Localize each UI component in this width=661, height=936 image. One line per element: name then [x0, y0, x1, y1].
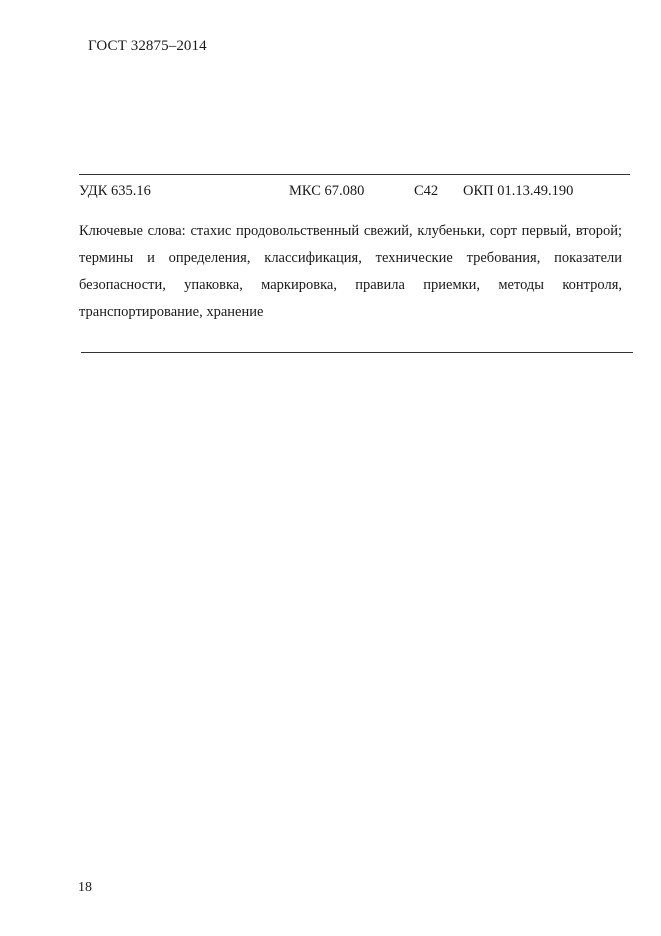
- classification-codes-row: [0, 183, 661, 203]
- top-divider: [79, 174, 630, 175]
- document-header: ГОСТ 32875–2014: [88, 38, 207, 54]
- c-code: С42: [414, 183, 439, 199]
- page-number: 18: [78, 880, 92, 895]
- okp-code: ОКП 01.13.49.190: [463, 183, 574, 199]
- udk-code: УДК 635.16: [79, 183, 151, 199]
- mks-code: МКС 67.080: [289, 183, 365, 199]
- keywords-paragraph: Ключевые слова: стахис продовольственный свежий, клубеньки, сорт первый, второй; термины и определения, классификация, технические требования, показатели безопасности, упаковка, маркировка, правила приемки, методы контроля, транспортирование, хранение: [79, 223, 622, 320]
- bottom-divider: [81, 352, 633, 353]
